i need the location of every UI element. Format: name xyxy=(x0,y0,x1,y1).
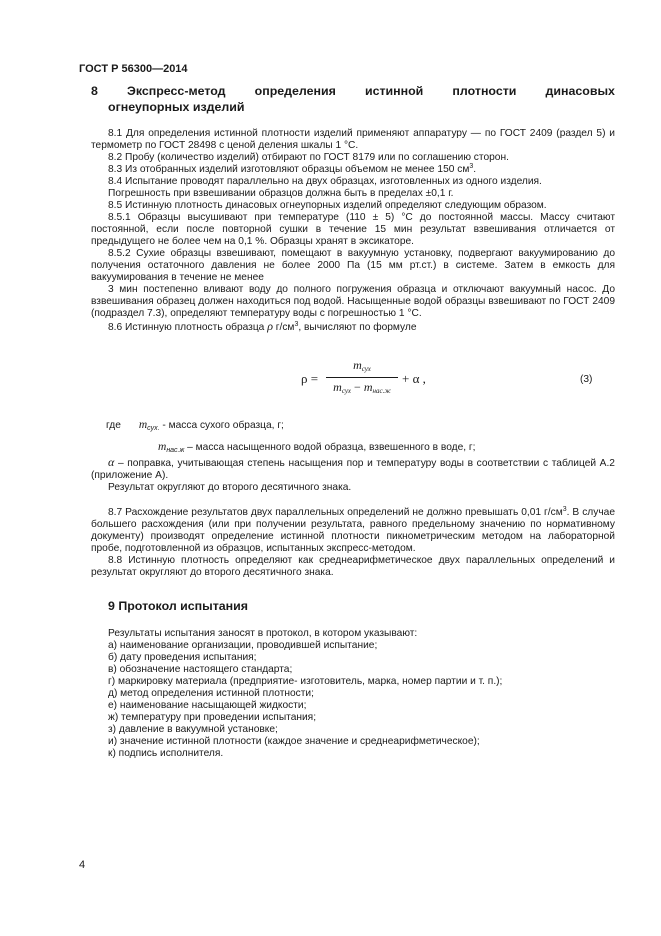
list-item: з) давление в вакуумной установке; xyxy=(108,724,278,735)
where-alpha: α – поправка, учитывающая степень насыщения пор и температуру воды в соответствии с таблицей А.2 (приложение А). xyxy=(91,455,615,481)
section-8-title xyxy=(91,83,615,115)
where-m-dry: где $m_{сух.}$ - масса сухого образца, г; xyxy=(106,419,284,432)
list-item: е) наименование насыщающей жидкости; xyxy=(108,700,307,711)
paragraph-8-5-2: 8.5.2 Сухие образцы взвешивают, помещают в вакуумную установку, подвергают вакуумированию до получения остаточного давления не более 2000 Па (15 мм рт.ст.) в системе. Затем в емкость для вакуумирования в течение не менее xyxy=(91,248,615,283)
list-item: д) метод определения истинной плотности; xyxy=(108,688,314,699)
equation-number: (3) xyxy=(580,374,593,385)
where-label: где xyxy=(106,420,121,431)
formula-rhs: + α , xyxy=(402,371,426,386)
formula-lhs: ρ = xyxy=(301,371,319,386)
list-item: а) наименование организации, проводившей испытание; xyxy=(108,640,378,651)
alpha-symbol: α xyxy=(108,455,115,469)
list-item: к) подпись исполнителя. xyxy=(108,748,224,759)
list-item: б) дату проведения испытания; xyxy=(108,652,257,663)
page-number: 4 xyxy=(79,859,86,871)
paragraph-8-1: 8.1 Для определения истинной плотности изделий применяют аппаратуру — по ГОСТ 2409 (раздел 5) и термометр по ГОСТ 28498 с ценой деления шкалы 1 °С. xyxy=(91,128,615,151)
paragraph-8-6: 8.6 Истинную плотность образца ρ $г/см^3$, вычисляют по формуле xyxy=(108,319,417,333)
protocol-list xyxy=(108,628,608,760)
section-9-title: 9 Протокол испытания xyxy=(108,599,249,613)
formula-fraction xyxy=(326,359,398,397)
section-8-body xyxy=(91,128,615,334)
list-item: ж) температуру при проведении испытания; xyxy=(108,712,317,723)
list-item: и) значение истинной плотности (каждое значение и среднеарифметическое); xyxy=(108,736,480,747)
section-8-number: 8 xyxy=(91,84,98,98)
paragraph-8-7: 8.7 Расхождение результатов двух параллельных определений не должно превышать 0,01 $г/см^3$. В случае большего расхождения (или при получении результата, равного предельному значению по нормативному документу) производят определение истинной плотности пикнометрическим методом на лабораторной пробе, подготовленной из образцов, испытанных экспресс-методом. xyxy=(91,506,615,554)
list-item: в) обозначение настоящего стандарта; xyxy=(108,664,293,675)
title-word: определения xyxy=(254,84,336,98)
formula-numerator: $m_{сух}$ xyxy=(353,358,371,373)
alpha-and-rounding xyxy=(91,456,615,494)
section-8-title-line2: огнеупорных изделий xyxy=(108,100,245,114)
paragraph-8-4: 8.4 Испытание проводят параллельно на двух образцах, изготовленных из одного изделия. xyxy=(108,176,542,187)
title-word: истинной xyxy=(364,84,424,98)
title-word: плотности xyxy=(452,84,517,98)
formula-denominator: $m_{сух} - m_{нас.ж}$ xyxy=(333,380,391,395)
section-8-tail xyxy=(91,507,615,579)
document-header: ГОСТ Р 56300—2014 xyxy=(79,63,188,75)
rounding-note: Результат округляют до второго десятичного знака. xyxy=(108,482,352,493)
title-word: динасовых xyxy=(545,84,615,98)
paragraph-8-5-1: 8.5.1 Образцы высушивают при температуре (110 ± 5) °С до постоянной массы. Массу считают постоянной, если после повторной сушки в течение 15 мин результат взвешивания отличается от предыдущего не более чем на 0,1 %. Образцы хранят в эксикаторе. xyxy=(91,212,615,247)
list-item: г) маркировку материала (предприятие- изготовитель, марка, номер партии и т. п.); xyxy=(108,676,503,687)
paragraph-8-4-b: Погрешность при взвешивании образцов должна быть в пределах ±0,1 г. xyxy=(108,188,454,199)
rho-symbol: ρ xyxy=(267,319,273,333)
density-formula xyxy=(301,356,431,408)
paragraph-8-3: 8.3 Из отобранных изделий изготовляют образцы объемом не менее 150 $см^3$. xyxy=(108,163,477,175)
paragraph-8-2: 8.2 Пробу (количество изделий) отбирают по ГОСТ 8179 или по соглашению сторон. xyxy=(108,152,509,163)
paragraph-8-5: 8.5 Истинную плотность динасовых огнеупорных изделий определяют следующим образом. xyxy=(108,200,547,211)
where-m-saturated: $m_{нас.ж}$ – масса насыщенного водой образца, взвешенного в воде, г; xyxy=(158,441,476,454)
paragraph-8-8: 8.8 Истинную плотность определяют как среднеарифметическое двух параллельных определений и результат округляют до второго десятичного знака. xyxy=(91,555,615,578)
fraction-bar xyxy=(326,377,398,378)
title-word: Экспресс-метод xyxy=(127,84,226,98)
protocol-intro: Результаты испытания заносят в протокол, в котором указывают: xyxy=(108,628,418,639)
paragraph-8-5-2-b: 3 мин постепенно вливают воду до полного погружения образца и отключают вакуумный насос. До взвешивания образец должен находиться под водой. Насыщенные водой образцы взвешивают по ГОСТ 2409 (подраздел 7.3), определяют температуру воды с погрешностью 1 °С. xyxy=(91,284,615,319)
